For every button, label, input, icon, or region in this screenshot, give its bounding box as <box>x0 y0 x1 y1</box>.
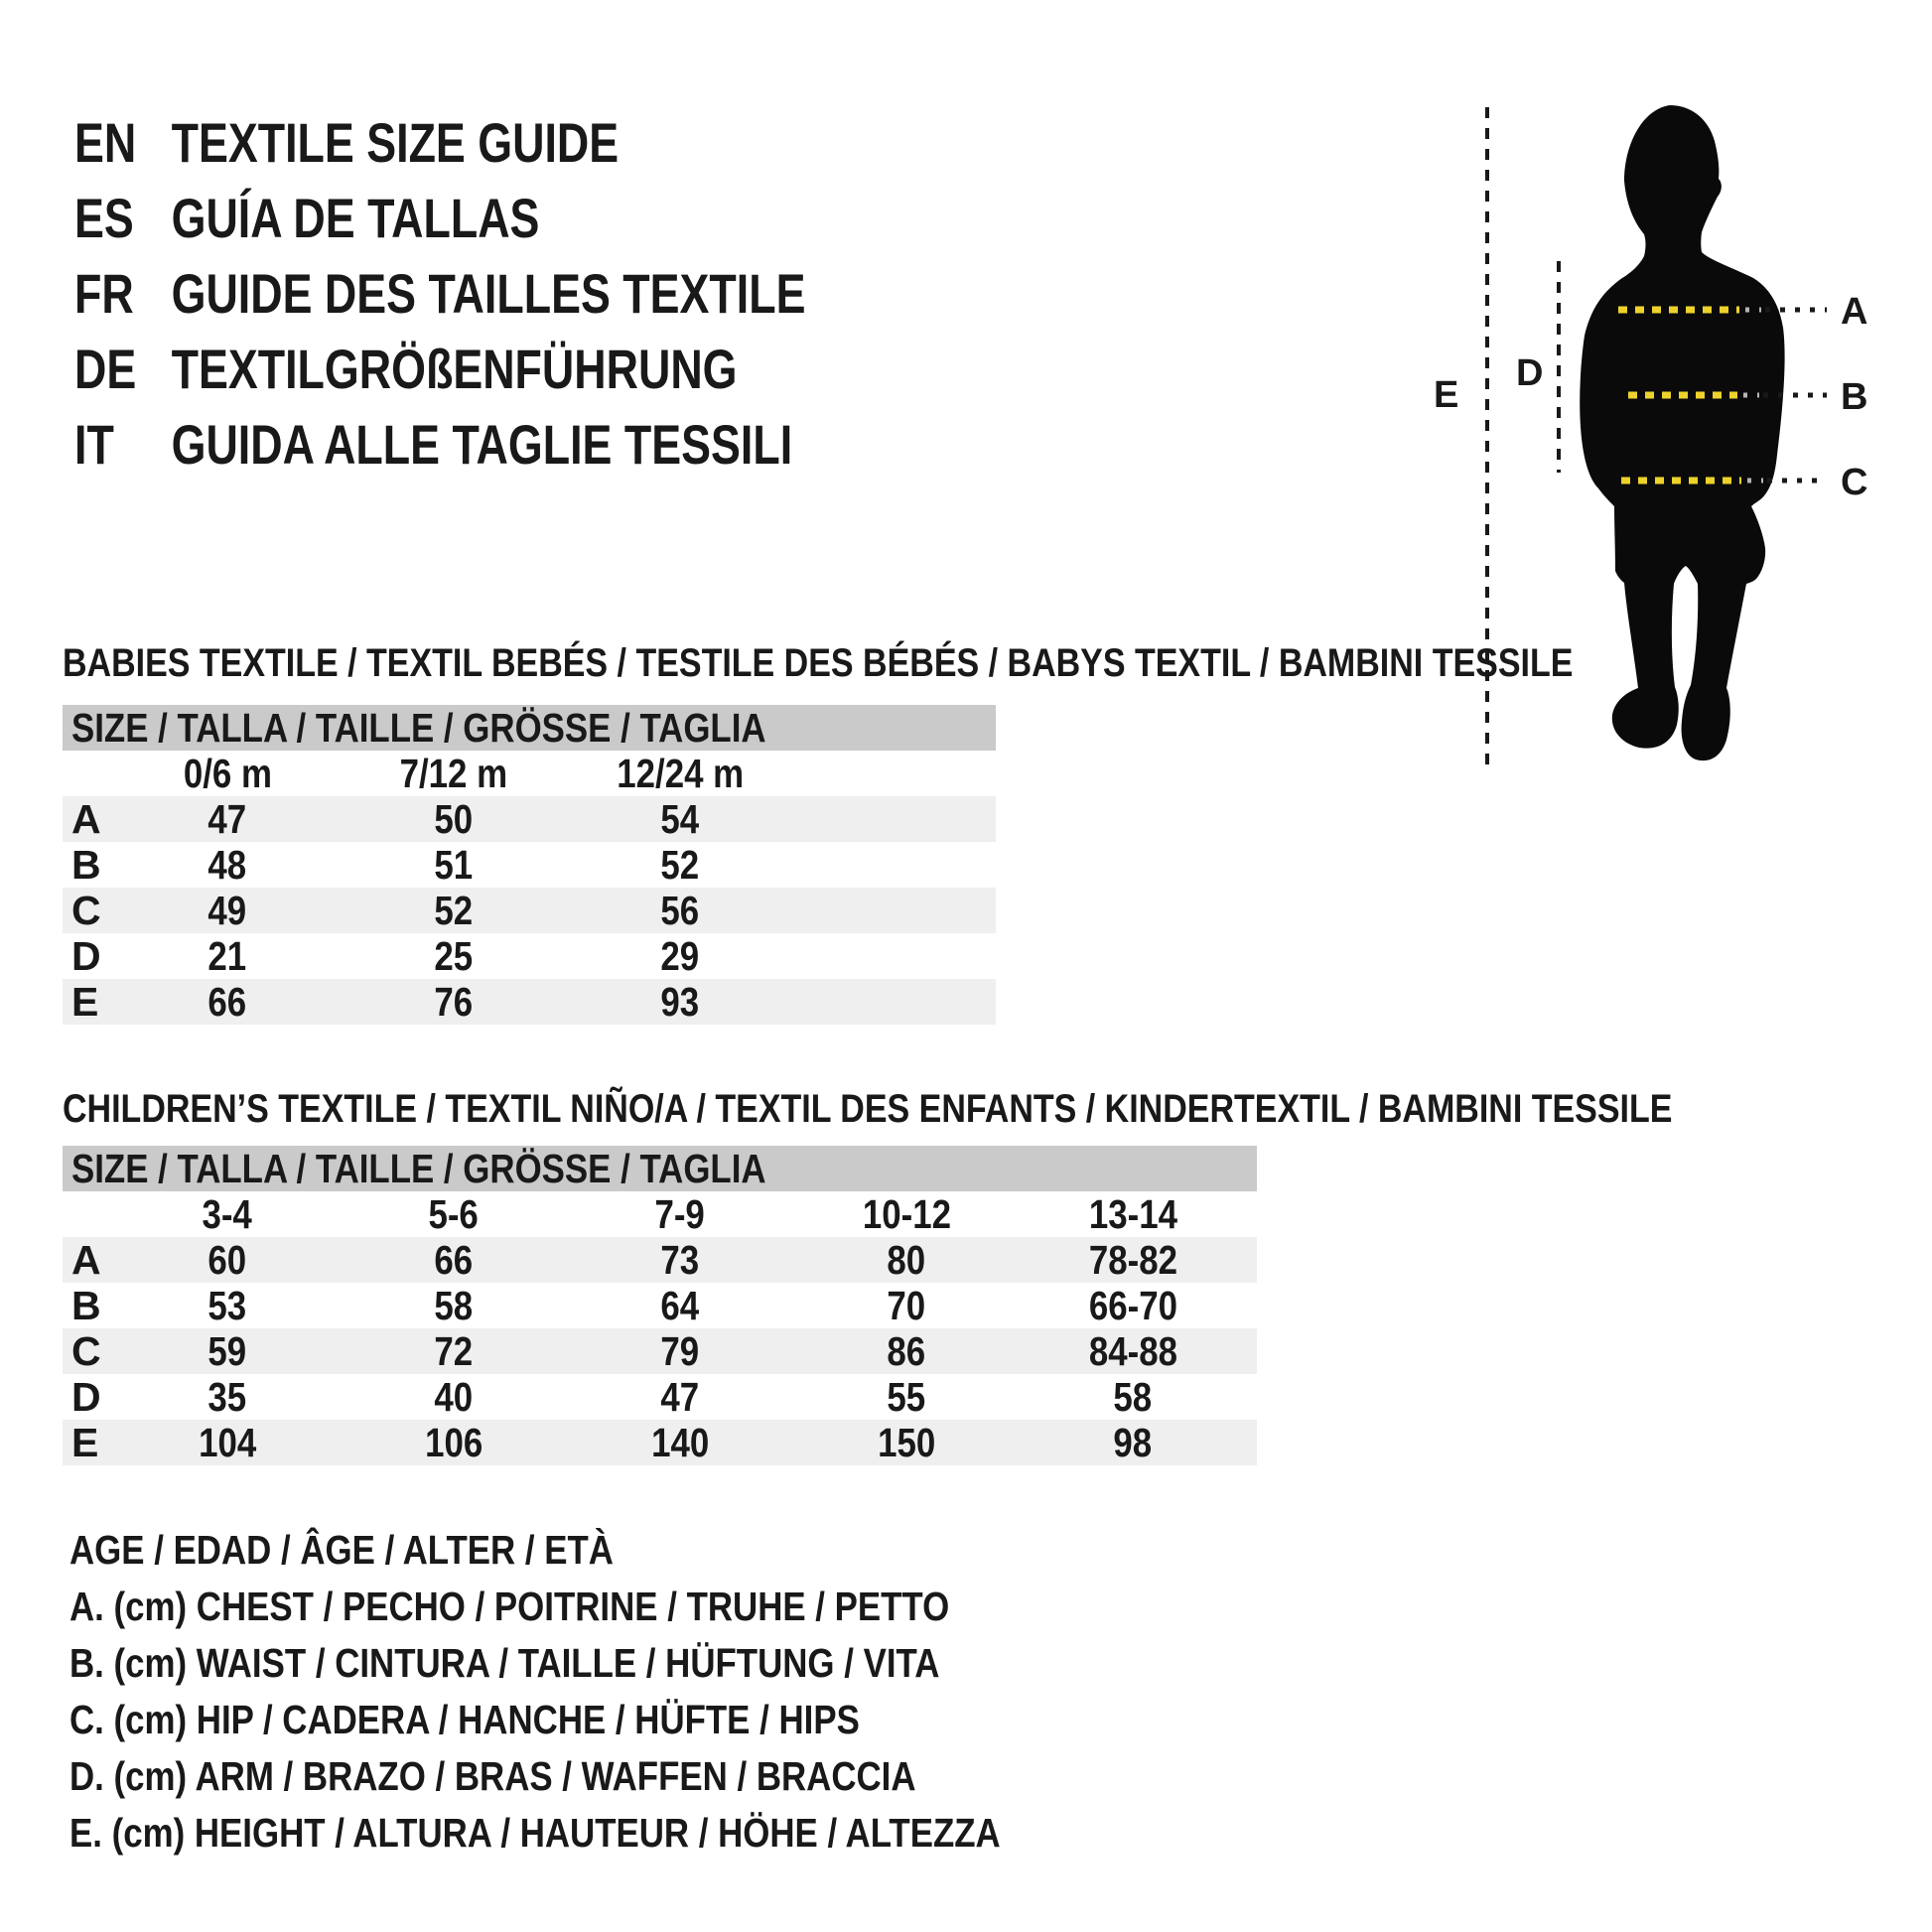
babies-title-text: BABIES TEXTILE / TEXTIL BEBÉS / TESTILE DES BÉBÉS / BABYS TEXTIL / BAMBINI TESSILE <box>63 641 1574 685</box>
legend-line <box>69 1584 1105 1629</box>
babies-value-cell <box>114 796 341 843</box>
legend-line-text: AGE / EDAD / ÂGE / ALTER / ETÀ <box>69 1527 614 1573</box>
children-value-text: 55 <box>887 1373 926 1420</box>
babies-row-label: E <box>71 978 99 1025</box>
children-value-cell <box>793 1328 1020 1375</box>
babies-value-cell <box>567 933 793 980</box>
children-value-cell <box>793 1237 1020 1284</box>
babies-value-text: 76 <box>434 978 474 1025</box>
label-e: E <box>1434 374 1459 416</box>
babies-value-cell <box>341 842 567 889</box>
babies-value-cell <box>567 842 793 889</box>
babies-value-text: 50 <box>434 795 474 842</box>
children-value-cell <box>793 1420 1020 1466</box>
legend-line-text: D. (cm) ARM / BRAZO / BRAS / WAFFEN / BRACCIA <box>69 1753 916 1799</box>
children-column-header-text: 3-4 <box>202 1190 253 1237</box>
babies-value-text: 29 <box>660 932 700 979</box>
children-value-cell <box>793 1283 1020 1329</box>
children-column-header <box>114 1191 341 1238</box>
babies-value-text: 66 <box>207 978 247 1025</box>
language-code: FR <box>74 262 134 325</box>
babies-value-text: 25 <box>434 932 474 979</box>
children-value-cell <box>114 1237 341 1284</box>
language-label: GUIDA ALLE TAGLIE TESSILI <box>171 413 793 476</box>
children-value-cell <box>1020 1237 1246 1284</box>
babies-value-text: 93 <box>660 978 700 1025</box>
children-row-label: B <box>71 1282 101 1328</box>
children-value-cell <box>341 1283 567 1329</box>
legend-line-text: B. (cm) WAIST / CINTURA / TAILLE / HÜFTUNG / VITA <box>69 1640 940 1686</box>
babies-table-row <box>63 842 996 888</box>
babies-table-row <box>63 888 996 933</box>
language-code: IT <box>74 413 114 476</box>
babies-column-header-text: 7/12 m <box>399 750 508 796</box>
children-value-cell <box>341 1374 567 1421</box>
children-table-row <box>63 1420 1257 1465</box>
babies-value-text: 21 <box>207 932 247 979</box>
children-value-text: 73 <box>660 1236 700 1283</box>
children-value-text: 66-70 <box>1088 1282 1177 1328</box>
babies-value-cell <box>567 796 793 843</box>
babies-value-cell <box>114 933 341 980</box>
children-value-cell <box>567 1374 793 1421</box>
children-value-text: 98 <box>1113 1419 1153 1465</box>
babies-value-text: 47 <box>207 795 247 842</box>
babies-column-header-row <box>63 751 996 796</box>
babies-value-text: 54 <box>660 795 700 842</box>
children-value-text: 35 <box>207 1373 247 1420</box>
babies-value-cell <box>114 979 341 1026</box>
children-value-text: 72 <box>434 1327 474 1374</box>
language-label: GUIDE DES TAILLES TEXTILE <box>171 262 806 325</box>
babies-table-row <box>63 796 996 842</box>
children-value-cell <box>567 1328 793 1375</box>
babies-value-text: 48 <box>207 841 247 888</box>
children-row-label: C <box>71 1327 101 1374</box>
children-value-cell <box>567 1283 793 1329</box>
children-column-header <box>341 1191 567 1238</box>
children-value-cell <box>1020 1420 1246 1466</box>
babies-value-cell <box>341 888 567 934</box>
language-row <box>74 262 989 326</box>
children-size-header-bar <box>63 1146 1257 1191</box>
children-value-cell <box>1020 1283 1246 1329</box>
children-value-text: 59 <box>207 1327 247 1374</box>
babies-value-cell <box>114 888 341 934</box>
children-value-text: 86 <box>887 1327 926 1374</box>
children-value-cell <box>341 1237 567 1284</box>
babies-value-text: 49 <box>207 887 247 933</box>
children-value-text: 64 <box>660 1282 700 1328</box>
babies-size-table <box>63 705 996 1025</box>
babies-value-text: 56 <box>660 887 700 933</box>
babies-column-header <box>341 751 567 797</box>
children-table-row <box>63 1283 1257 1328</box>
language-row <box>74 413 972 477</box>
children-value-text: 79 <box>660 1327 700 1374</box>
label-b: B <box>1841 376 1868 418</box>
children-value-text: 150 <box>877 1419 936 1465</box>
babies-value-text: 52 <box>660 841 700 888</box>
children-section-title <box>63 1086 1932 1132</box>
babies-row-label: C <box>71 887 101 933</box>
children-value-text: 104 <box>198 1419 257 1465</box>
children-column-header <box>567 1191 793 1238</box>
legend-line-text: E. (cm) HEIGHT / ALTURA / HAUTEUR / HÖHE / ALTEZZA <box>69 1810 1001 1856</box>
children-value-text: 106 <box>424 1419 483 1465</box>
children-column-header <box>1020 1191 1246 1238</box>
children-row-label: E <box>71 1419 99 1465</box>
babies-column-header-text: 12/24 m <box>617 750 744 796</box>
babies-value-text: 51 <box>434 841 474 888</box>
babies-row-label: A <box>71 795 101 842</box>
children-value-text: 53 <box>207 1282 247 1328</box>
label-a: A <box>1841 291 1868 333</box>
language-row <box>74 111 755 175</box>
language-row <box>74 187 656 250</box>
children-column-header-text: 7-9 <box>654 1190 706 1237</box>
children-column-header-text: 10-12 <box>862 1190 951 1237</box>
children-column-header <box>793 1191 1020 1238</box>
children-title-text: CHILDREN’S TEXTILE / TEXTIL NIÑO/A / TEXTIL DES ENFANTS / KINDERTEXTIL / BAMBINI TESSILE <box>63 1087 1673 1131</box>
babies-column-header <box>567 751 793 797</box>
children-value-cell <box>114 1374 341 1421</box>
children-value-cell <box>567 1420 793 1466</box>
babies-row-label: D <box>71 932 101 979</box>
legend-line <box>69 1753 1065 1799</box>
babies-column-header-text: 0/6 m <box>183 750 272 796</box>
babies-value-cell <box>341 979 567 1026</box>
babies-table-row <box>63 933 996 979</box>
children-table-row <box>63 1328 1257 1374</box>
children-value-text: 58 <box>434 1282 474 1328</box>
babies-table-row <box>63 979 996 1025</box>
children-value-text: 78-82 <box>1088 1236 1177 1283</box>
children-value-cell <box>341 1328 567 1375</box>
children-column-header-row <box>63 1191 1257 1237</box>
language-code: EN <box>74 111 137 174</box>
children-value-text: 47 <box>660 1373 700 1420</box>
children-value-text: 84-88 <box>1088 1327 1177 1374</box>
legend-line-text: C. (cm) HIP / CADERA / HANCHE / HÜFTE / HIPS <box>69 1697 860 1742</box>
label-d: D <box>1516 352 1544 394</box>
babies-section-title <box>63 640 1840 686</box>
language-label: GUÍA DE TALLAS <box>171 187 540 249</box>
babies-row-label: B <box>71 841 101 888</box>
babies-value-cell <box>114 842 341 889</box>
children-value-text: 60 <box>207 1236 247 1283</box>
children-table-row <box>63 1237 1257 1283</box>
children-row-label: D <box>71 1373 101 1420</box>
language-code: DE <box>74 338 137 400</box>
babies-column-header <box>114 751 341 797</box>
children-value-cell <box>793 1374 1020 1421</box>
children-column-header-text: 5-6 <box>428 1190 480 1237</box>
legend-line <box>69 1810 1165 1856</box>
babies-value-cell <box>341 933 567 980</box>
legend-line <box>69 1697 999 1742</box>
children-table-row <box>63 1374 1257 1420</box>
children-value-text: 58 <box>1113 1373 1153 1420</box>
language-label: TEXTILGRÖßENFÜHRUNG <box>171 338 738 400</box>
babies-value-cell <box>341 796 567 843</box>
language-label: TEXTILE SIZE GUIDE <box>171 111 620 174</box>
language-code: ES <box>74 187 134 249</box>
legend-line <box>69 1527 710 1573</box>
children-value-cell <box>341 1420 567 1466</box>
children-size-header-text: SIZE / TALLA / TAILLE / GRÖSSE / TAGLIA <box>71 1145 766 1191</box>
children-value-text: 140 <box>650 1419 710 1465</box>
children-value-text: 70 <box>887 1282 926 1328</box>
language-row <box>74 338 902 401</box>
babies-value-cell <box>567 888 793 934</box>
babies-value-cell <box>567 979 793 1026</box>
children-value-text: 40 <box>434 1373 474 1420</box>
children-value-cell <box>114 1420 341 1466</box>
children-column-header-text: 13-14 <box>1088 1190 1177 1237</box>
children-value-text: 66 <box>434 1236 474 1283</box>
children-row-label: A <box>71 1236 101 1283</box>
children-value-cell <box>114 1328 341 1375</box>
legend-line-text: A. (cm) CHEST / PECHO / POITRINE / TRUHE / PETTO <box>69 1584 950 1629</box>
babies-size-header-text: SIZE / TALLA / TAILLE / GRÖSSE / TAGLIA <box>71 704 766 751</box>
children-value-cell <box>1020 1374 1246 1421</box>
label-c: C <box>1841 462 1868 503</box>
measurement-figure <box>1420 89 1916 804</box>
children-size-table <box>63 1146 1257 1465</box>
children-value-cell <box>1020 1328 1246 1375</box>
babies-value-text: 52 <box>434 887 474 933</box>
babies-size-header-bar <box>63 705 996 751</box>
children-value-cell <box>114 1283 341 1329</box>
children-value-cell <box>567 1237 793 1284</box>
children-value-text: 80 <box>887 1236 926 1283</box>
legend-line <box>69 1640 1093 1686</box>
